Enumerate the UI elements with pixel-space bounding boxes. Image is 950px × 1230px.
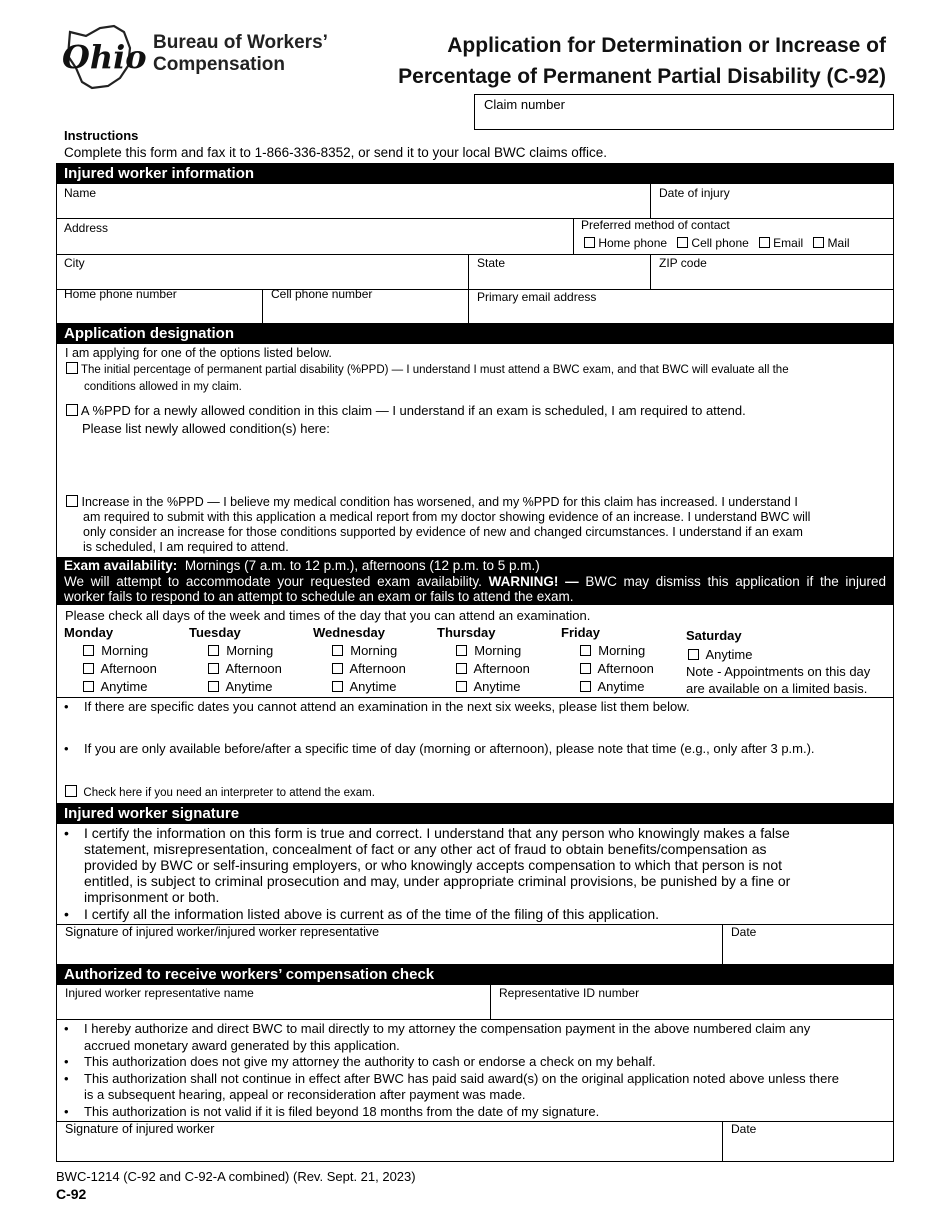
checkbox-icon[interactable] bbox=[83, 681, 94, 692]
day-monday: Monday Morning Afternoon Anytime bbox=[64, 625, 157, 694]
monday-morning-option[interactable]: Morning bbox=[83, 642, 157, 660]
checkbox-icon[interactable] bbox=[83, 663, 94, 674]
instructions-text: Complete this form and fax it to 1-866-336-8352, or send it to your local BWC claims office. bbox=[64, 145, 607, 160]
authorization-list bbox=[56, 1021, 894, 1120]
state-field[interactable]: State bbox=[468, 254, 651, 290]
injured-worker-signature-field[interactable]: Signature of injured worker bbox=[56, 1121, 723, 1162]
email-address-field[interactable]: Primary email address bbox=[468, 289, 894, 324]
checkbox-icon[interactable] bbox=[813, 237, 824, 248]
thursday-anytime-option[interactable]: Anytime bbox=[456, 678, 530, 696]
injured-worker-date-field[interactable]: Date bbox=[722, 1121, 894, 1162]
checkbox-icon[interactable] bbox=[83, 645, 94, 656]
bwc-logo bbox=[56, 22, 146, 92]
cell-phone-field[interactable]: Cell phone number bbox=[262, 289, 469, 324]
contact-email-option[interactable]: Email bbox=[759, 236, 803, 250]
address-field[interactable]: Address bbox=[56, 218, 574, 255]
tuesday-afternoon-option[interactable]: Afternoon bbox=[208, 660, 282, 678]
authorization-no-endorse: • This authorization does not give my attorney the authority to cash or endorse a check on my behalf. bbox=[56, 1054, 894, 1071]
section-application-designation: Application designation bbox=[56, 323, 894, 344]
contact-cell-phone-option[interactable]: Cell phone bbox=[677, 236, 749, 250]
option-newly-allowed[interactable]: A %PPD for a newly allowed condition in this claim — I understand if an exam is scheduled, I am required to attend. Please list newly allowed condition(s) here: bbox=[66, 402, 746, 438]
checkbox-icon[interactable] bbox=[677, 237, 688, 248]
day-saturday: Saturday Anytime Note - Appointments on this day are available on a limited basis. bbox=[686, 628, 871, 696]
claim-number-label: Claim number bbox=[484, 97, 565, 112]
certification-fraud: • I certify the information on this form is true and correct. I understand that any person who knowingly makes a false statement, misrepresentation, concealment of fact or any other act of fraud to obtain benefits/compensation as provided by BWC or self-insuring employers, or who knowingly accepts compensation to which that person is not entitled, is subject to criminal prosecution and may, under appropriate criminal provisions, be punished by a fine or imprisonment or both. bbox=[56, 825, 894, 905]
option-increase-ppd[interactable]: Increase in the %PPD — I believe my medical condition has worsened, and my %PPD for this claim has increased. I understand I am required to submit with this application a medical report from my doctor showing evidence of an increase. I understand BWC will only consider an increase for those conditions supported by evidence of new and changed circumstances. I understand if an exam is scheduled, I am required to attend. bbox=[66, 495, 810, 555]
form-id: BWC-1214 (C-92 and C-92-A combined) (Rev. Sept. 21, 2023) bbox=[56, 1169, 416, 1184]
agency-name: Bureau of Workers’ Compensation bbox=[153, 32, 328, 75]
wednesday-afternoon-option[interactable]: Afternoon bbox=[332, 660, 406, 678]
worker-signature-field[interactable]: Signature of injured worker/injured worker representative bbox=[56, 924, 723, 965]
certification-list bbox=[56, 825, 894, 922]
logo-word: Ohio bbox=[62, 38, 147, 76]
checkbox-icon[interactable] bbox=[208, 663, 219, 674]
checkbox-icon[interactable] bbox=[688, 649, 699, 660]
preferred-contact-group: Preferred method of contact Home phone Cell phone Email Mail bbox=[573, 218, 894, 255]
city-field[interactable]: City bbox=[56, 254, 469, 290]
checkbox-icon[interactable] bbox=[580, 681, 591, 692]
checkbox-icon[interactable] bbox=[332, 681, 343, 692]
tuesday-anytime-option[interactable]: Anytime bbox=[208, 678, 282, 696]
newly-allowed-conditions-area[interactable] bbox=[84, 440, 884, 490]
interpreter-option[interactable]: Check here if you need an interpreter to attend the exam. bbox=[65, 785, 375, 799]
checkbox-icon[interactable] bbox=[332, 663, 343, 674]
day-friday: Friday Morning Afternoon Anytime bbox=[561, 625, 654, 694]
checkbox-icon[interactable] bbox=[456, 663, 467, 674]
home-phone-field[interactable]: Home phone number bbox=[64, 287, 177, 301]
checkbox-icon[interactable] bbox=[580, 645, 591, 656]
monday-anytime-option[interactable]: Anytime bbox=[83, 678, 157, 696]
authorization-mail-payment: • I hereby authorize and direct BWC to mail directly to my attorney the compensation payment in the above numbered claim any accrued monetary award generated by this application. bbox=[56, 1021, 894, 1054]
time-preference-area[interactable] bbox=[84, 758, 884, 782]
worker-signature-date-field[interactable]: Date bbox=[722, 924, 894, 965]
day-wednesday: Wednesday Morning Afternoon Anytime bbox=[313, 625, 406, 694]
checkbox-icon[interactable] bbox=[66, 495, 78, 507]
authorization-duration: • This authorization shall not continue in effect after BWC has paid said award(s) on the original application noted above unless there is a subsequent hearing, appeal or reconsideration after payment was made. bbox=[56, 1071, 894, 1104]
checkbox-icon[interactable] bbox=[66, 362, 78, 374]
representative-id-field[interactable]: Representative ID number bbox=[490, 985, 894, 1020]
claim-number-field[interactable] bbox=[474, 94, 894, 130]
wednesday-morning-option[interactable]: Morning bbox=[332, 642, 406, 660]
exam-notes-list-2 bbox=[56, 741, 894, 756]
form-title: Application for Determination or Increase of Percentage of Permanent Partial Disability (C-92) bbox=[398, 34, 886, 88]
checkbox-icon[interactable] bbox=[456, 645, 467, 656]
certification-current: • I certify all the information listed above is current as of the time of the filing of this application. bbox=[56, 906, 894, 922]
monday-afternoon-option[interactable]: Afternoon bbox=[83, 660, 157, 678]
checkbox-icon[interactable] bbox=[208, 681, 219, 692]
thursday-morning-option[interactable]: Morning bbox=[456, 642, 530, 660]
tuesday-morning-option[interactable]: Morning bbox=[208, 642, 282, 660]
time-preference-note: • If you are only available before/after a specific time of day (morning or afternoon), please note that time (e.g., only after 3 p.m.). bbox=[56, 741, 894, 756]
instructions-heading: Instructions bbox=[64, 128, 139, 143]
zip-code-field[interactable]: ZIP code bbox=[650, 254, 894, 290]
day-tuesday: Tuesday Morning Afternoon Anytime bbox=[189, 625, 282, 694]
checkbox-icon[interactable] bbox=[759, 237, 770, 248]
contact-mail-option[interactable]: Mail bbox=[813, 236, 849, 250]
application-intro: I am applying for one of the options listed below. bbox=[65, 346, 332, 360]
checkbox-icon[interactable] bbox=[65, 785, 77, 797]
friday-afternoon-option[interactable]: Afternoon bbox=[580, 660, 654, 678]
day-thursday: Thursday Morning Afternoon Anytime bbox=[437, 625, 530, 694]
name-field[interactable]: Name bbox=[56, 184, 651, 219]
section-authorized-check: Authorized to receive workers’ compensation check bbox=[56, 964, 894, 985]
form-code: C-92 bbox=[56, 1186, 87, 1202]
checkbox-icon[interactable] bbox=[580, 663, 591, 674]
checkbox-icon[interactable] bbox=[584, 237, 595, 248]
wednesday-anytime-option[interactable]: Anytime bbox=[332, 678, 406, 696]
checkbox-icon[interactable] bbox=[208, 645, 219, 656]
friday-morning-option[interactable]: Morning bbox=[580, 642, 654, 660]
contact-home-phone-option[interactable]: Home phone bbox=[584, 236, 667, 250]
saturday-anytime-option[interactable]: Anytime bbox=[686, 646, 870, 663]
representative-name-field[interactable]: Injured worker representative name bbox=[56, 985, 491, 1020]
exam-notes-list bbox=[56, 699, 894, 714]
section-exam-availability: Exam availability: Mornings (7 a.m. to 12 p.m.), afternoons (12 p.m. to 5 p.m.) We will attempt to accommodate your requested exam availability. WARNING! — BWC may dismiss this application if the injured worker fails to respond to an attempt to schedule an exam or fails to attend the exam. bbox=[56, 557, 894, 605]
section-worker-signature: Injured worker signature bbox=[56, 803, 894, 824]
thursday-afternoon-option[interactable]: Afternoon bbox=[456, 660, 530, 678]
unavailable-dates-area[interactable] bbox=[84, 716, 884, 738]
checkbox-icon[interactable] bbox=[456, 681, 467, 692]
exam-check-instructions: Please check all days of the week and times of the day that you can attend an examination. bbox=[65, 608, 591, 623]
section-worker-info: Injured worker information bbox=[56, 163, 894, 184]
unavailable-dates-note: • If there are specific dates you cannot attend an examination in the next six weeks, please list them below. bbox=[56, 699, 894, 714]
option-initial-ppd[interactable]: The initial percentage of permanent partial disability (%PPD) — I understand I must attend a BWC exam, and that BWC will evaluate all the conditions allowed in my claim. bbox=[66, 362, 789, 396]
date-of-injury-field[interactable]: Date of injury bbox=[650, 184, 894, 219]
checkbox-icon[interactable] bbox=[66, 404, 78, 416]
friday-anytime-option[interactable]: Anytime bbox=[580, 678, 654, 696]
authorization-validity: • This authorization is not valid if it is filed beyond 18 months from the date of my signature. bbox=[56, 1104, 894, 1121]
checkbox-icon[interactable] bbox=[332, 645, 343, 656]
